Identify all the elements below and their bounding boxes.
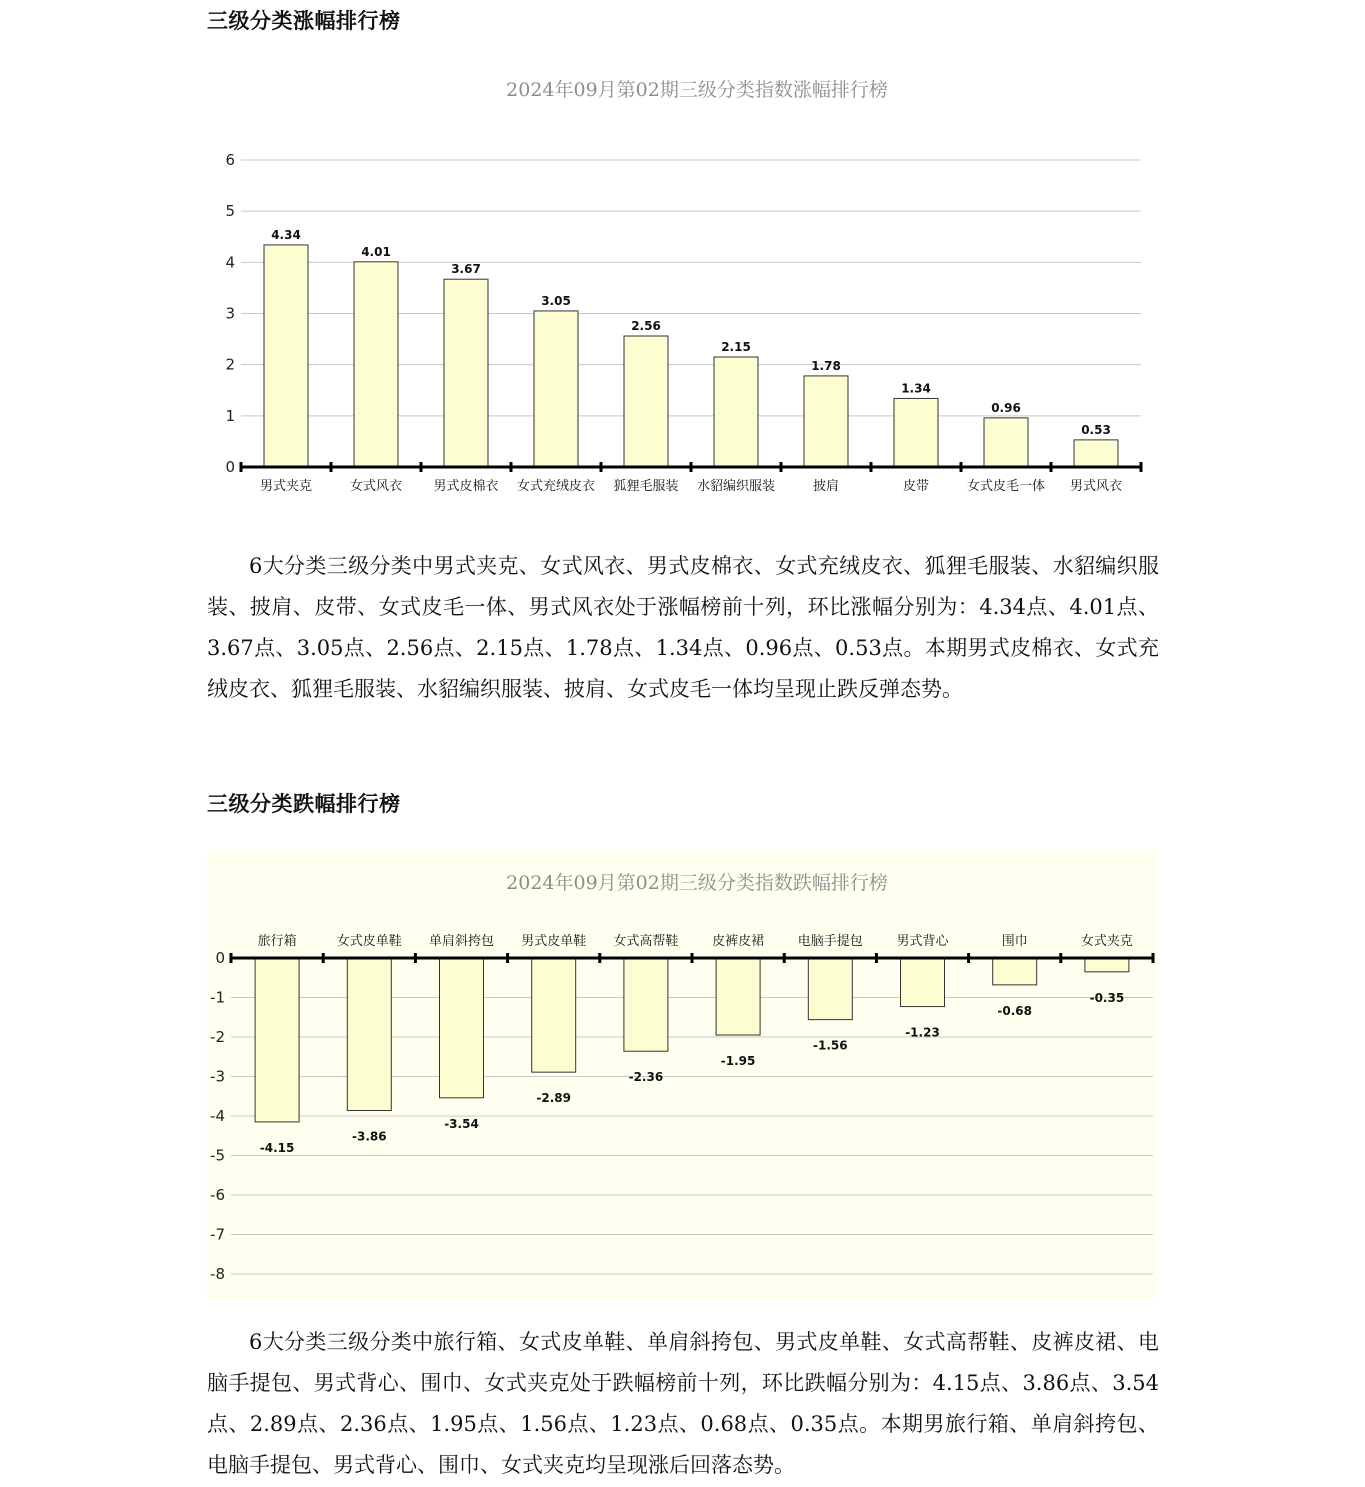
data-label: -2.36 — [628, 1070, 664, 1085]
bar — [264, 245, 308, 467]
y-tick-label: 0 — [225, 458, 235, 476]
y-tick-label: 1 — [225, 406, 235, 425]
y-tick-label: 5 — [225, 202, 235, 221]
data-label: -0.68 — [997, 1003, 1032, 1018]
rise-chart-svg — [207, 62, 1157, 502]
bar — [1074, 440, 1118, 467]
bar — [894, 398, 938, 467]
category-label: 女式夹克 — [1080, 934, 1133, 949]
bar — [808, 958, 852, 1020]
category-label: 男式背心 — [896, 934, 949, 949]
data-label: 3.67 — [451, 262, 481, 277]
data-label: 4.01 — [361, 244, 391, 259]
data-label: 0.96 — [991, 400, 1021, 415]
chart-title: 2024年09月第02期三级分类指数涨幅排行榜 — [506, 79, 888, 101]
data-label: -3.86 — [352, 1129, 387, 1144]
y-tick-label: -8 — [210, 1265, 225, 1283]
category-label: 水貂编织服装 — [696, 479, 776, 494]
data-label: 3.05 — [541, 293, 571, 308]
data-label: -1.95 — [720, 1054, 756, 1069]
data-label: -1.23 — [905, 1025, 940, 1040]
bar — [534, 311, 578, 467]
category-label: 男式皮单鞋 — [521, 934, 587, 949]
data-label: 2.15 — [721, 339, 751, 354]
fall-ranking-chart — [207, 850, 1157, 1300]
category-label: 旅行箱 — [257, 934, 297, 949]
rise-ranking-heading: 三级分类涨幅排行榜 — [207, 9, 401, 33]
bar — [1085, 958, 1129, 972]
data-label: 0.53 — [1081, 422, 1111, 437]
y-tick-label: -2 — [210, 1028, 225, 1046]
fall-ranking-paragraph: 6大分类三级分类中旅行箱、女式皮单鞋、单肩斜挎包、男式皮单鞋、女式高帮鞋、皮裤皮裙、电脑手提包、男式背心、围巾、女式夹克处于跌幅榜前十列，环比跌幅分别为：4.15点、3.86点、3.54点、2.89点、2.36点、1.95点、1.56点、1.23点、0.68点、0.35点。本期男旅行箱、单肩斜挎包、电脑手提包、男式背心、围巾、女式夹克均呈现涨后回落态势。 — [207, 1330, 1159, 1477]
y-tick-label: -1 — [210, 988, 225, 1007]
data-label: -4.15 — [259, 1140, 295, 1155]
bar — [716, 958, 760, 1035]
data-label: 4.34 — [271, 227, 301, 242]
bar — [354, 262, 398, 467]
rise-ranking-paragraph: 6大分类三级分类中男式夹克、女式风衣、男式皮棉衣、女式充绒皮衣、狐狸毛服装、水貂编织服装、披肩、皮带、女式皮毛一体、男式风衣处于涨幅榜前十列，环比涨幅分别为：4.34点、4.01点、3.67点、3.05点、2.56点、2.15点、1.78点、1.34点、0.96点、0.53点。本期男式皮棉衣、女式充绒皮衣、狐狸毛服装、水貂编织服装、披肩、女式皮毛一体均呈现止跌反弹态势。 — [207, 554, 1159, 701]
data-label: -0.35 — [1089, 990, 1125, 1005]
y-tick-label: 0 — [215, 949, 225, 967]
category-label: 皮裤皮裙 — [712, 934, 765, 949]
y-tick-label: 3 — [225, 304, 235, 323]
y-tick-label: -7 — [210, 1225, 225, 1244]
y-tick-label: -5 — [210, 1146, 225, 1165]
y-tick-label: 6 — [225, 151, 235, 169]
category-label: 女式皮单鞋 — [336, 934, 402, 949]
category-label: 电脑手提包 — [797, 934, 863, 949]
fall-chart-svg — [207, 850, 1157, 1300]
bar — [993, 958, 1037, 985]
category-label: 男式夹克 — [259, 479, 313, 494]
category-label: 女式高帮鞋 — [613, 934, 679, 949]
y-tick-label: -4 — [210, 1107, 225, 1125]
data-label: 1.78 — [811, 358, 841, 373]
bar — [440, 958, 484, 1098]
bar — [804, 376, 848, 467]
category-label: 男式皮棉衣 — [433, 479, 499, 494]
bar — [901, 958, 945, 1007]
data-label: -3.54 — [444, 1116, 479, 1131]
y-tick-label: -3 — [210, 1067, 225, 1086]
y-tick-label: -6 — [210, 1186, 225, 1204]
data-label: -1.56 — [813, 1038, 848, 1053]
data-label: 2.56 — [631, 319, 661, 334]
y-tick-label: 4 — [225, 253, 235, 272]
category-label: 女式充绒皮衣 — [516, 479, 596, 494]
category-label: 狐狸毛服装 — [613, 479, 679, 494]
category-label: 围巾 — [1001, 934, 1028, 949]
bar — [624, 958, 668, 1051]
category-label: 男式风衣 — [1069, 479, 1123, 494]
bar — [532, 958, 576, 1072]
chart-title: 2024年09月第02期三级分类指数跌幅排行榜 — [506, 872, 888, 894]
category-label: 披肩 — [812, 479, 840, 494]
bar — [714, 357, 758, 467]
data-label: 1.34 — [901, 381, 931, 396]
data-label: -2.89 — [536, 1091, 571, 1106]
fall-ranking-heading: 三级分类跌幅排行榜 — [207, 792, 401, 816]
bar — [255, 958, 299, 1122]
rise-ranking-chart — [207, 62, 1157, 502]
bar — [444, 279, 488, 467]
category-label: 女式皮毛一体 — [966, 479, 1046, 494]
bar — [624, 336, 668, 467]
category-label: 单肩斜挎包 — [428, 934, 495, 949]
category-label: 皮带 — [902, 479, 930, 494]
bar — [347, 958, 391, 1110]
category-label: 女式风衣 — [349, 479, 403, 494]
y-tick-label: 2 — [225, 355, 235, 374]
bar — [984, 418, 1028, 467]
